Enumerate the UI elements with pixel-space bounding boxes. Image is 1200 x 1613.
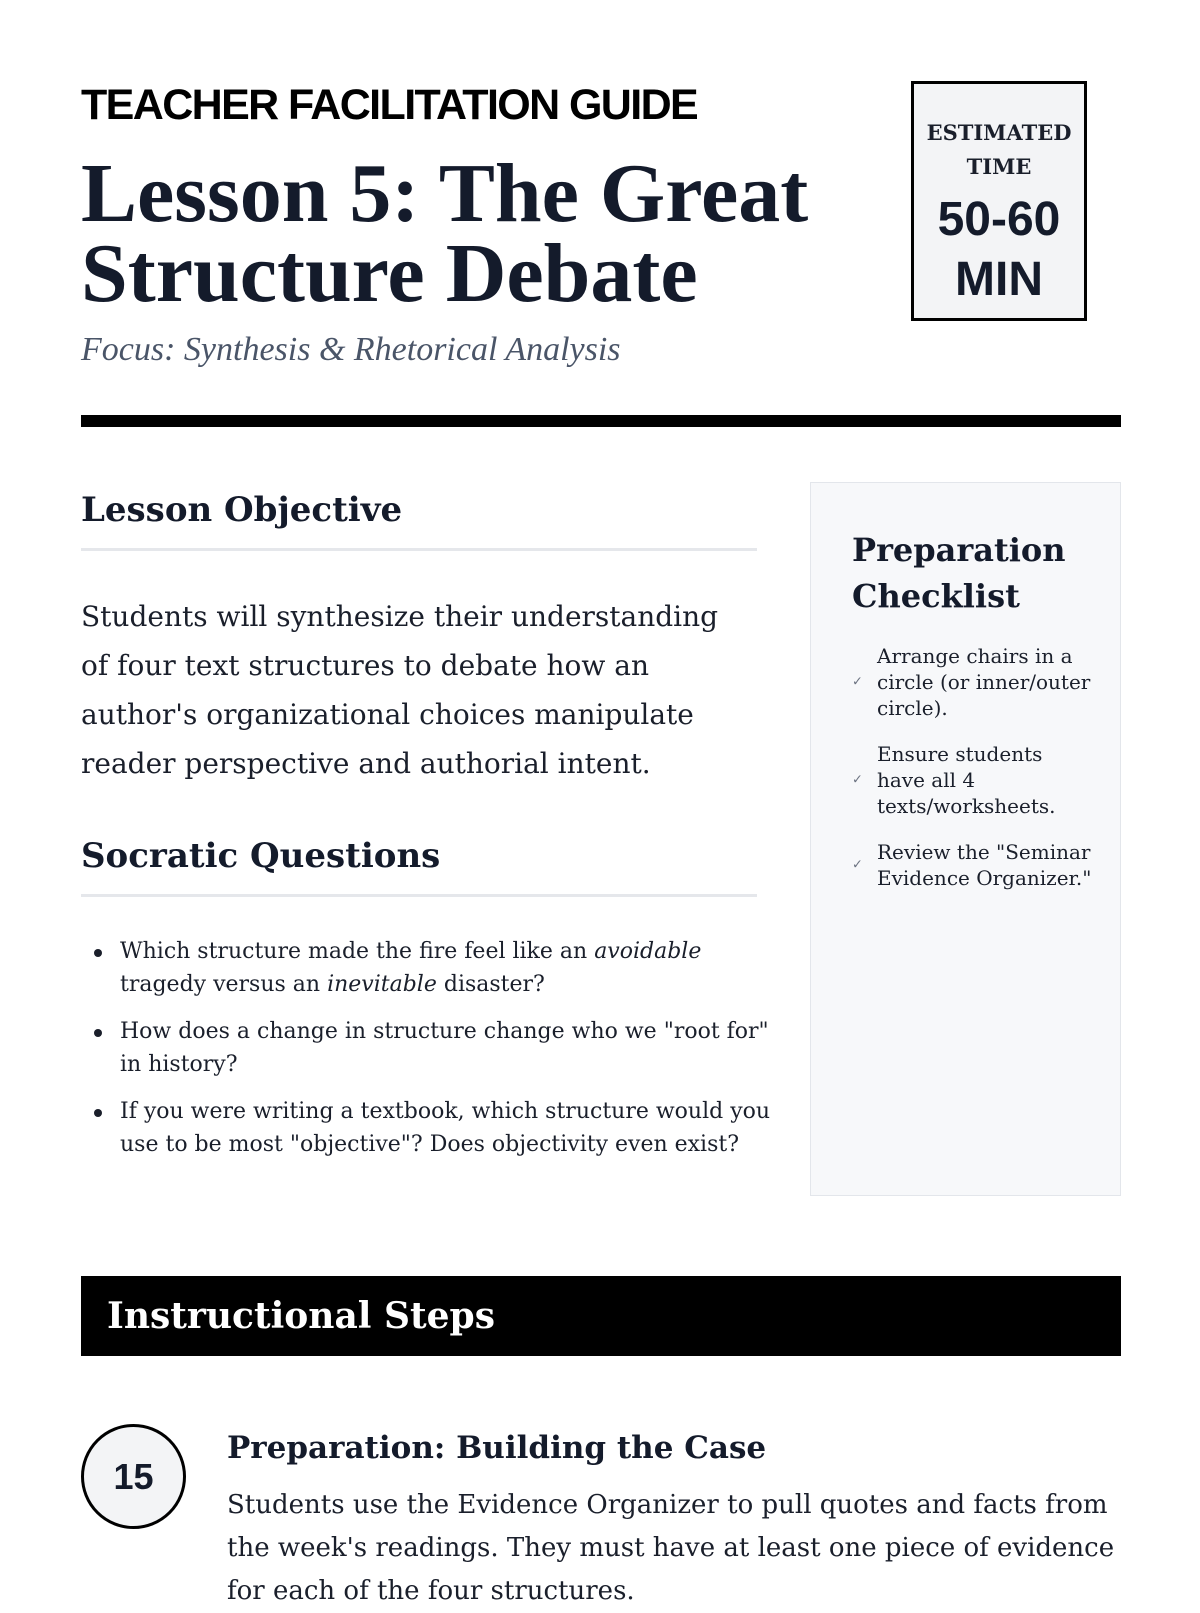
question-text: Which structure made the fire feel like an	[120, 939, 595, 964]
checklist-item-text: Arrange chairs in a circle (or inner/outer circle).	[877, 644, 1091, 720]
lesson-focus: Focus: Synthesis & Rhetorical Analysis	[81, 331, 621, 368]
lesson-title: Lesson 5: The Great Structure Debate	[81, 147, 809, 320]
checklist-item	[852, 839, 1092, 891]
estimated-time-label: ESTIMATED TIME	[926, 120, 1072, 179]
question-text: disaster?	[436, 972, 545, 997]
checklist-item-text: Review the "Seminar Evidence Organizer."	[877, 840, 1092, 890]
header-divider	[81, 415, 1121, 427]
socratic-question: How does a change in structure change who we "root for" in history?	[120, 1015, 780, 1081]
checkmark-icon: ✓	[852, 772, 863, 788]
question-text: tragedy versus an	[120, 972, 328, 997]
checklist-item	[852, 643, 1092, 721]
lesson-objective-heading: Lesson Objective	[81, 492, 757, 551]
checklist-items	[852, 643, 1092, 911]
step-minutes-badge: 15	[81, 1424, 186, 1529]
checklist-item	[852, 741, 1092, 819]
checkmark-icon: ✓	[852, 857, 863, 873]
guide-eyebrow: TEACHER FACILITATION GUIDE	[81, 81, 698, 129]
preparation-checklist-heading: Preparation Checklist	[852, 531, 1066, 615]
checkmark-icon: ✓	[852, 674, 863, 690]
estimated-time-value: 50-60 MIN	[937, 193, 1061, 306]
preparation-checklist	[810, 482, 1121, 1196]
socratic-question: If you were writing a textbook, which structure would you use to be most "objective"? Does objectivity even exist?	[120, 1095, 780, 1161]
instructional-steps-header: Instructional Steps	[81, 1276, 1121, 1356]
question-emphasis: avoidable	[594, 939, 702, 964]
socratic-question	[120, 935, 780, 1001]
lesson-objective-text: Students will synthesize their understanding of four text structures to debate how an author's organizational choices manipulate reader perspective and authorial intent.	[81, 600, 719, 780]
question-emphasis: inevitable	[327, 972, 437, 997]
socratic-questions-heading: Socratic Questions	[81, 838, 757, 897]
step-description: Students use the Evidence Organizer to pull quotes and facts from the week's readings. They must have at least one piece of evidence for each of the four structures.	[227, 1490, 1115, 1606]
checklist-item-text: Ensure students have all 4 texts/worksheets.	[877, 742, 1056, 818]
step-title: Preparation: Building the Case	[227, 1430, 767, 1466]
estimated-time-box	[911, 81, 1087, 321]
socratic-questions-list	[81, 935, 780, 1175]
